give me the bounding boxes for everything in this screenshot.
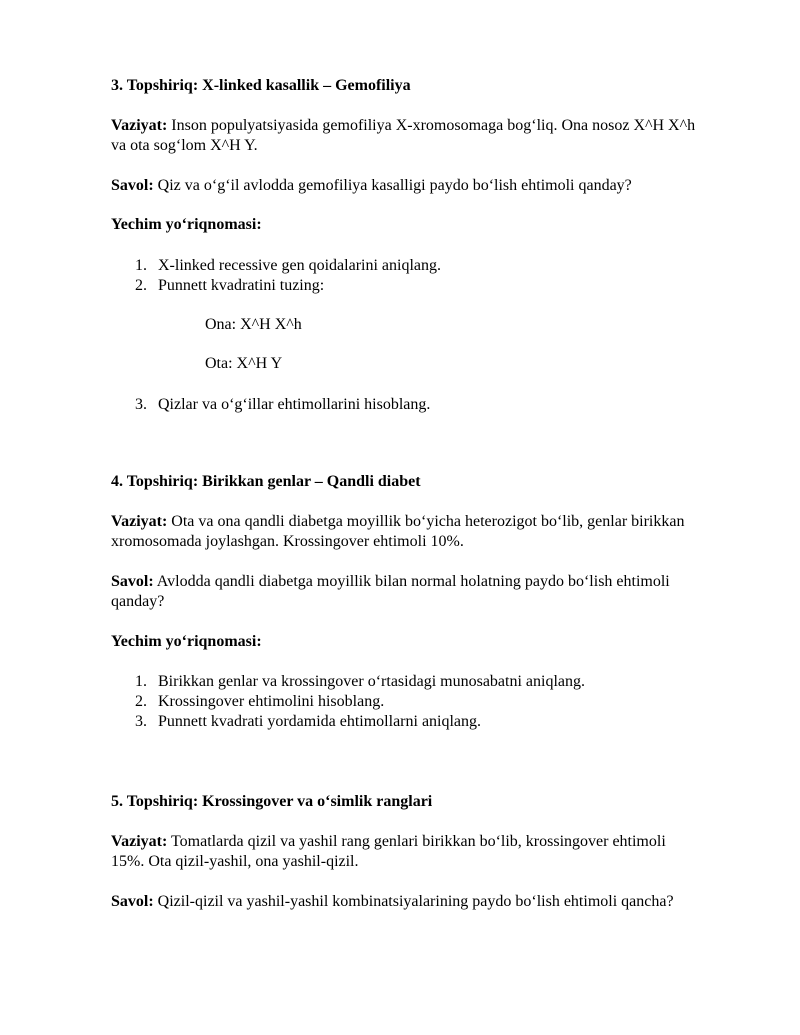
- list-item: 1. X-linked recessive gen qoidalarini aniqlang.: [135, 257, 442, 274]
- task-3-situation: [111, 116, 711, 156]
- father-genotype: Ota: X^H Y: [205, 355, 283, 372]
- task-5-question: Savol: Qizil-qizil va yashil-yashil kombinatsiyalarining paydo bo‘lish ehtimoli qancha?: [111, 893, 674, 910]
- task-5-situation: Vaziyat: Tomatlarda qizil va yashil rang genlari birikkan bo‘lib, krossingover ehtimoli 15%. Ota qizil-yashil, ona yashil-qizil.: [111, 833, 666, 870]
- situation-text: Inson populyatsiyasida gemofiliya X-xromosomaga bog‘liq. Ona nosoz X^H X^h va ota sog‘lom X^H Y.: [111, 117, 696, 154]
- list-item: 2. Krossingover ehtimolini hisoblang.: [135, 693, 385, 710]
- situation-label: Vaziyat:: [111, 117, 168, 134]
- task-4-guide-label: Yechim yo‘riqnomasi:: [111, 633, 262, 650]
- task-4-heading: 4. Topshiriq: Birikkan genlar – Qandli diabet: [111, 473, 421, 490]
- question-label: Savol:: [111, 177, 154, 194]
- question-text: Qiz va o‘g‘il avlodda gemofiliya kasalligi paydo bo‘lish ehtimoli qanday?: [153, 177, 632, 194]
- list-item: 2. Punnett kvadratini tuzing:: [135, 277, 325, 294]
- mother-genotype: Ona: X^H X^h: [205, 316, 302, 333]
- task-3-steps: [111, 256, 711, 296]
- task-5-heading: 5. Topshiriq: Krossingover va o‘simlik ranglari: [111, 793, 433, 810]
- list-item: 1. Birikkan genlar va krossingover o‘rtasidagi munosabatni aniqlang.: [135, 673, 586, 690]
- task-3-guide-label: Yechim yo‘riqnomasi:: [111, 216, 262, 233]
- task-3-heading: 3. Topshiriq: X-linked kasallik – Gemofiliya: [111, 77, 411, 94]
- task-3-question: [111, 176, 711, 196]
- task-4-question: Savol: Avlodda qandli diabetga moyillik bilan normal holatning paydo bo‘lish ehtimoli qanday?: [111, 573, 670, 610]
- list-item: 3. Qizlar va o‘g‘illar ehtimollarini hisoblang.: [135, 396, 431, 413]
- task-3-step-3: [111, 395, 711, 415]
- task-4-steps: [111, 672, 711, 732]
- task-4-situation: Vaziyat: Ota va ona qandli diabetga moyillik bo‘yicha heterozigot bo‘lib, genlar birikkan xromosomada joylashgan. Krossingover ehtimoli 10%.: [111, 513, 685, 550]
- list-item: 3. Punnett kvadrati yordamida ehtimollarni aniqlang.: [135, 713, 482, 730]
